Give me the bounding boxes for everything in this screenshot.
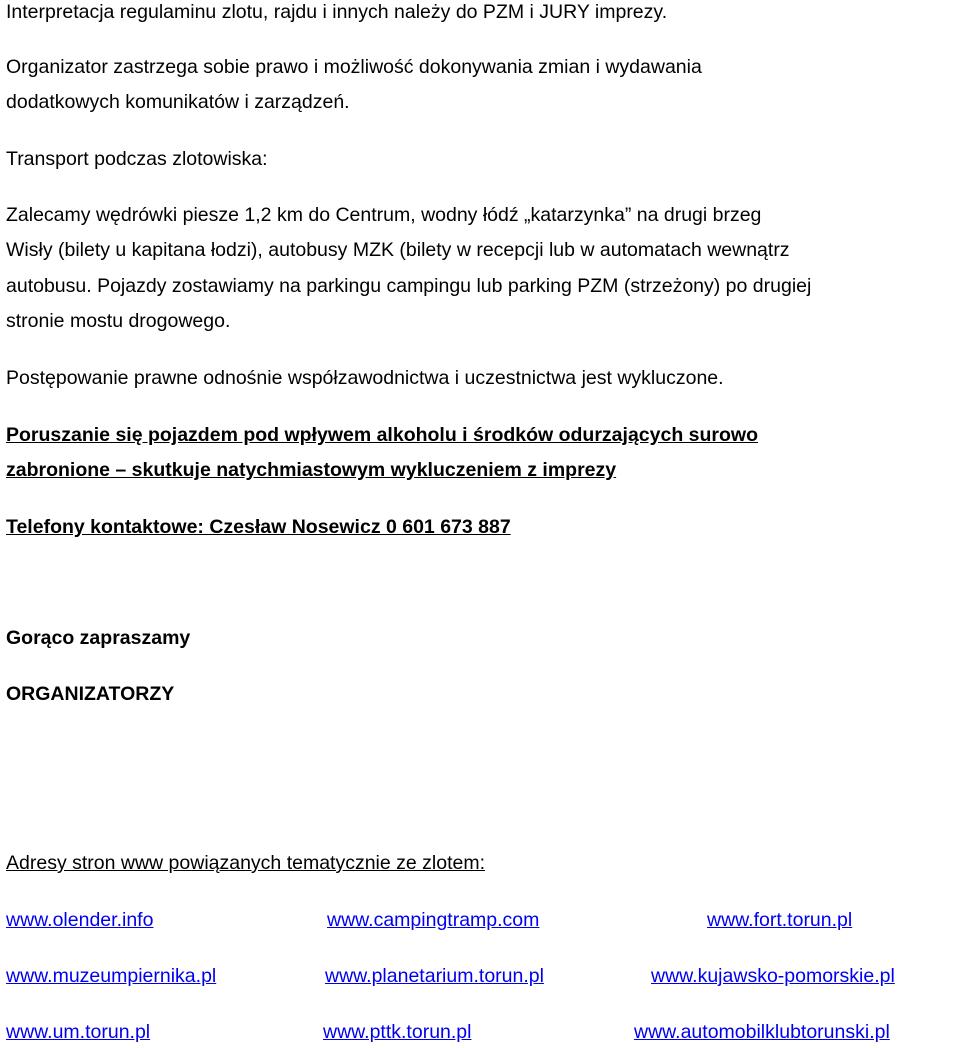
alcohol-warning-line-2: zabronione – skutkuje natychmiastowym wykluczeniem z imprezy: [6, 459, 617, 481]
link-automobilklubtorunski[interactable]: www.automobilklubtorunski.pl: [634, 1021, 890, 1043]
link-muzeumpiernika[interactable]: www.muzeumpiernika.pl: [6, 965, 217, 987]
link-pttk-torun[interactable]: www.pttk.torun.pl: [323, 1021, 472, 1043]
link-planetarium-torun[interactable]: www.planetarium.torun.pl: [325, 965, 544, 987]
link-olender[interactable]: www.olender.info: [6, 909, 154, 931]
transport-paragraph-line-2: Wisły (bilety u kapitana łodzi), autobusy MZK (bilety w recepcji lub w automatach wewnątrz: [6, 239, 790, 261]
alcohol-warning-line-1: Poruszanie się pojazdem pod wpływem alkoholu i środków odurzających surowo: [6, 424, 758, 446]
organizers-signature: ORGANIZATORZY: [6, 683, 175, 705]
transport-paragraph-line-3: autobusu. Pojazdy zostawiamy na parkingu campingu lub parking PZM (strzeżony) po drugiej: [6, 275, 812, 297]
document-page: [6, 0, 956, 1048]
link-kujawsko-pomorskie[interactable]: www.kujawsko-pomorskie.pl: [651, 965, 895, 987]
link-campingtramp[interactable]: www.campingtramp.com: [327, 909, 540, 931]
link-fort-torun[interactable]: www.fort.torun.pl: [707, 909, 853, 931]
legal-note: Postępowanie prawne odnośnie współzawodnictwa i uczestnictwa jest wykluczone.: [6, 367, 724, 389]
transport-paragraph-line-1: Zalecamy wędrówki piesze 1,2 km do Centrum, wodny łódź „katarzynka” na drugi brzeg: [6, 204, 762, 226]
invite-text: Gorąco zapraszamy: [6, 627, 191, 649]
link-um-torun[interactable]: www.um.torun.pl: [6, 1021, 151, 1043]
transport-paragraph-line-4: stronie mostu drogowego.: [6, 310, 231, 332]
transport-heading: Transport podczas zlotowiska:: [6, 148, 268, 170]
links-heading: Adresy stron www powiązanych tematycznie ze zlotem:: [6, 852, 486, 874]
organizer-paragraph-line-1: Organizator zastrzega sobie prawo i możliwość dokonywania zmian i wydawania: [6, 56, 702, 78]
contact-phone: Telefony kontaktowe: Czesław Nosewicz 0 601 673 887: [6, 516, 511, 538]
interpretation-paragraph: Interpretacja regulaminu zlotu, rajdu i innych należy do PZM i JURY imprezy.: [6, 1, 668, 23]
organizer-paragraph-line-2: dodatkowych komunikatów i zarządzeń.: [6, 91, 350, 113]
